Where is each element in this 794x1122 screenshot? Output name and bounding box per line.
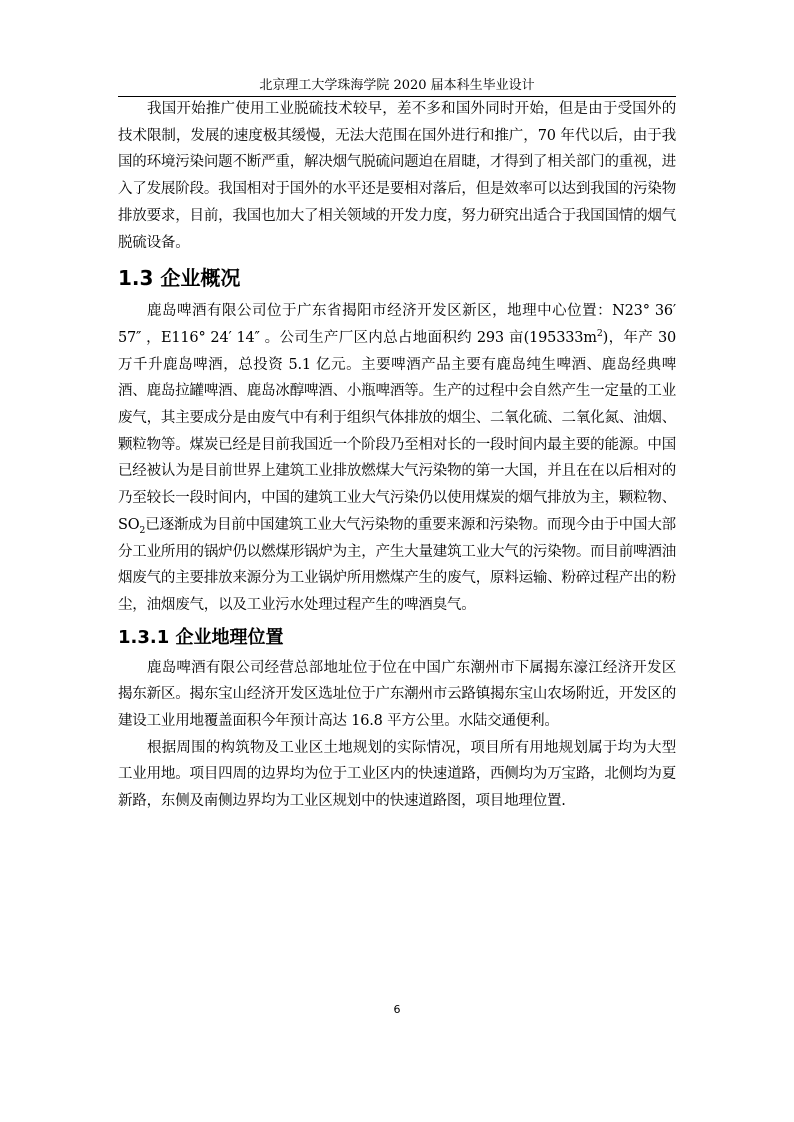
section-number: 1.3 bbox=[118, 266, 154, 291]
paragraph-land-planning: 根据周围的构筑物及工业区土地规划的实际情况，项目所有用地规划属于均为大型工业用地。项目四周的边界均为位于工业区内的快速道路，西侧均为万宝路，北侧均为夏新路，东侧及南侧边界均为工业区规划中的快速道路图，项目地理位置. bbox=[118, 739, 676, 810]
section-heading-1-3 bbox=[118, 262, 676, 294]
subscript-2: 2 bbox=[139, 524, 146, 536]
paragraph-geographic-location: 鹿岛啤酒有限公司经营总部地址位于位在中国广东潮州市下属揭东濠江经济开发区揭东新区。揭东宝山经济开发区选址位于广东潮州市云路镇揭东宝山农场附近，开发区的建设工业用地覆盖面积今年预计高达 16.8 平方公里。水陆交通便利。 bbox=[118, 659, 676, 730]
page-content bbox=[118, 96, 676, 815]
section-heading-1-3-1 bbox=[118, 623, 676, 653]
overview-text-part-a: 鹿岛啤酒有限公司位于广东省揭阳市经济开发区新区，地理中心位置：N23° 36′ 57″ ，E116° 24′ 14″ 。公司生产厂区内总占地面积约 293 亩(195333m bbox=[118, 303, 676, 346]
subsection-number: 1.3.1 bbox=[118, 626, 170, 648]
subsection-title: 企业地理位置 bbox=[175, 626, 284, 648]
page-header: 北京理工大学珠海学院 2020 届本科生毕业设计 bbox=[259, 78, 535, 93]
paragraph-company-overview bbox=[118, 298, 676, 618]
overview-text-part-c: 已逐渐成为目前中国建筑工业大气污染物的重要来源和污染物。而现今由于中国大部分工业所用的锅炉仍以燃煤形锅炉为主，产生大量建筑工业大气的污染物。而目前啤酒油烟废气的主要排放来源分为工业锅炉所用燃煤产生的废气，原料运输、粉碎过程产出的粉尘，油烟废气，以及工业污水处理过程产生的啤酒臭气。 bbox=[118, 516, 676, 613]
superscript-2: 2 bbox=[596, 328, 603, 340]
page-number: 6 bbox=[393, 1003, 401, 1016]
paragraph-desulfurization-history: 我国开始推广使用工业脱硫技术较早，差不多和国外同时开始，但是由于受国外的技术限制，发展的速度极其缓慢，无法大范围在国外进行和推广，70 年代以后，由于我国的环境污染问题不断严重，解决烟气脱硫问题迫在眉睫，才得到了相关部门的重视，进入了发展阶段。我国相对于国外的水平还是要相对落后，但是效率可以达到我国的污染物排放要求，目前，我国也加大了相关领域的开发力度，努力研究出适合于我国国情的烟气脱硫设备。 bbox=[118, 101, 676, 251]
section-title: 企业概况 bbox=[160, 266, 241, 291]
overview-text-part-b: )，年产 30 万千升鹿岛啤酒，总投资 5.1 亿元。主要啤酒产品主要有鹿岛纯生啤酒、鹿岛经典啤酒、鹿岛拉罐啤酒、鹿岛冰醇啤酒、小瓶啤酒等。生产的过程中会自然产生一定量的工业废气，其主要成分是由废气中有利于组织气体排放的烟尘、二氧化硫、二氧化氮、油烟、颗粒物等。煤炭已经是目前我国近一个阶段乃至相对长的一段时间内最主要的能源。中国已经被认为是目前世界上建筑工业排放燃煤大气污染物的第一大国，并且在在以后相对的乃至较长一段时间内，中国的建筑工业大气污染仍以使用煤炭的烟气排放为主，颗粒物、SO bbox=[118, 329, 676, 533]
